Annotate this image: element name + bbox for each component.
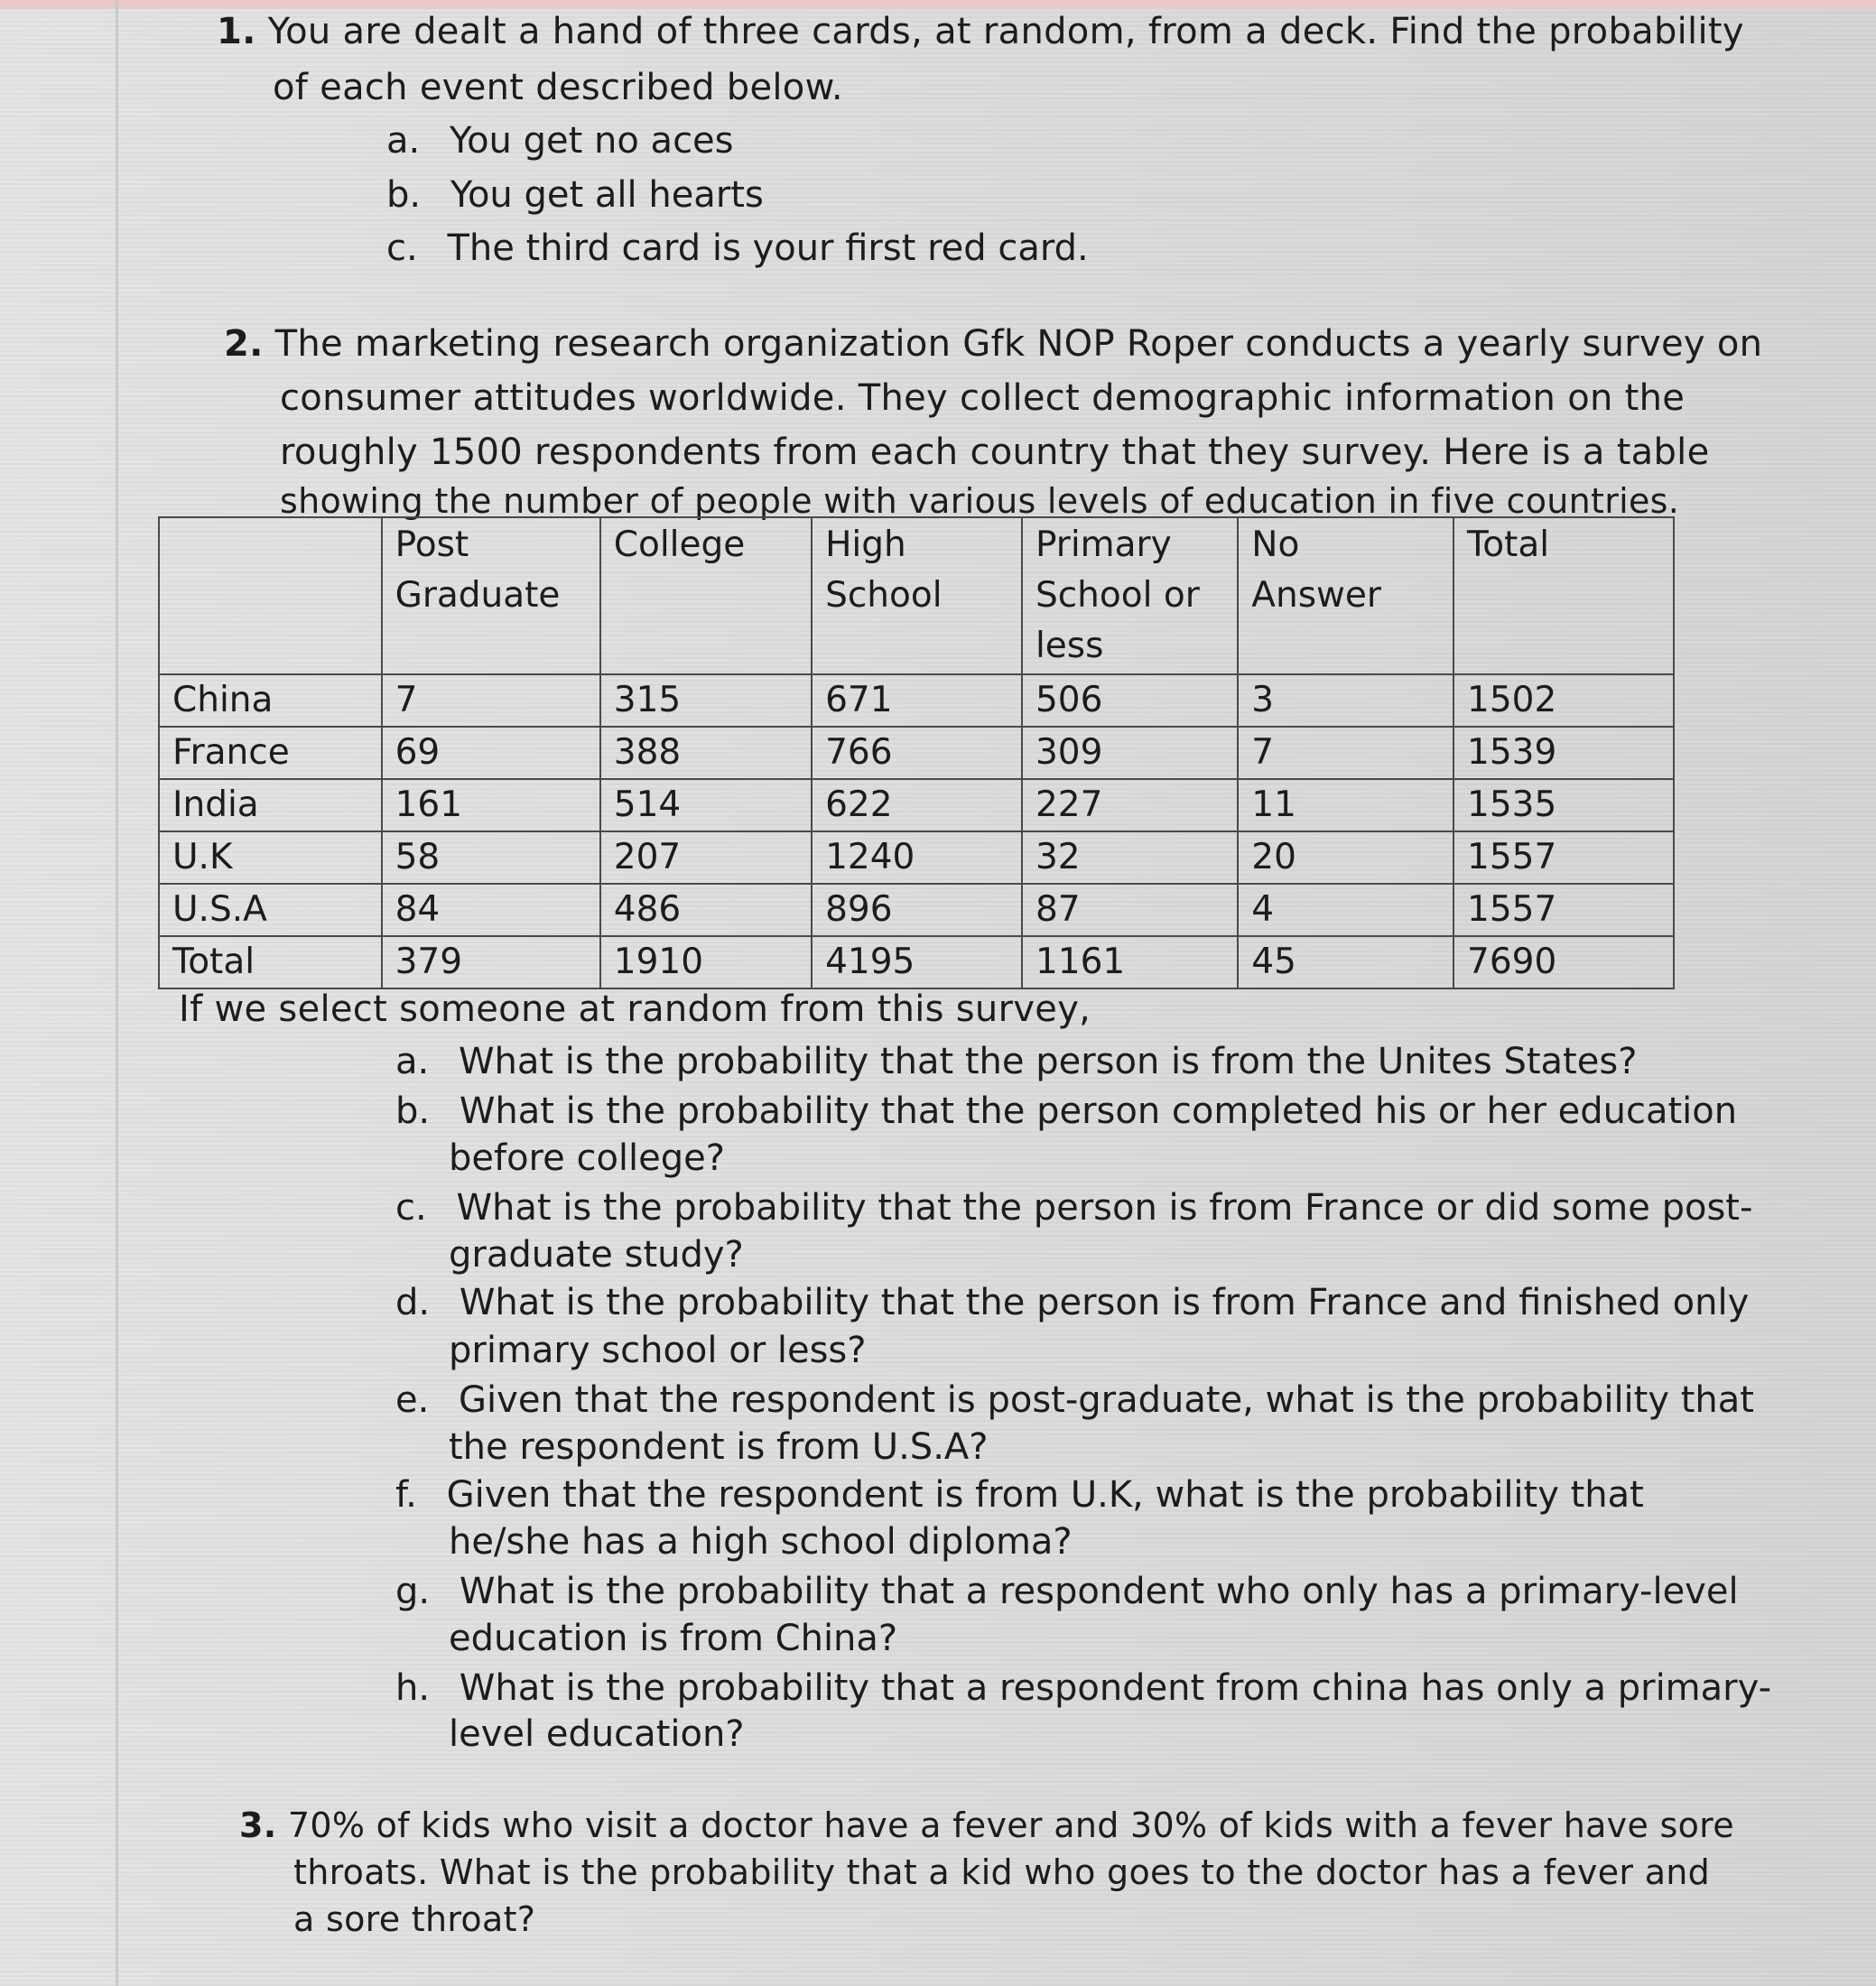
cell-total: 1539: [1453, 727, 1674, 779]
cell-primary-school: 87: [1022, 884, 1238, 936]
header-post-graduate: Post Graduate: [382, 517, 600, 674]
q2-part-h: [395, 1667, 1771, 1709]
cell-college: 388: [600, 727, 812, 779]
q1-text-1: You are dealt a hand of three cards, at random, from a deck. Find the probability: [267, 11, 1744, 52]
cell-high-school: 1240: [812, 831, 1022, 884]
q2-part-b-text-2: before college?: [449, 1137, 725, 1179]
q1-part-b-text: You get all hearts: [450, 174, 764, 216]
q2-part-d-label: d.: [395, 1282, 431, 1323]
cell-total: 7690: [1453, 936, 1674, 988]
cell-college: 315: [600, 674, 812, 727]
q1-line-1: [217, 11, 1744, 52]
q1-part-b-label: b.: [386, 174, 422, 216]
q3-line-3: a sore throat?: [293, 1899, 536, 1939]
cell-country: China: [159, 674, 382, 727]
table-row: [159, 779, 1674, 831]
q2-part-a-label: a.: [395, 1041, 430, 1082]
q2-part-c-label: c.: [395, 1187, 427, 1229]
cell-country: Total: [159, 936, 382, 988]
cell-post-graduate: 161: [382, 779, 600, 831]
cell-post-graduate: 84: [382, 884, 600, 936]
q2-part-g-text-2: education is from China?: [449, 1618, 898, 1659]
q2-part-f: [395, 1474, 1644, 1516]
cell-post-graduate: 69: [382, 727, 600, 779]
q2-part-g: [395, 1571, 1739, 1612]
header-primary-school: Primary School or less: [1022, 517, 1238, 674]
q2-part-h-text-1: What is the probability that a respondent from china has only a primary-: [459, 1667, 1771, 1709]
q1-part-c-text: The third card is your first red card.: [447, 227, 1089, 269]
table-header-row: [159, 517, 1674, 674]
table-row: [159, 831, 1674, 884]
q2-part-h-text-2: level education?: [449, 1713, 745, 1755]
q2-part-e-text-2: the respondent is from U.S.A?: [449, 1426, 989, 1468]
header-country: [159, 517, 382, 674]
q2-part-g-label: g.: [395, 1571, 431, 1612]
margin-line: [116, 0, 118, 1986]
cell-primary-school: 506: [1022, 674, 1238, 727]
q2-part-c-text-2: graduate study?: [449, 1234, 744, 1276]
cell-post-graduate: 7: [382, 674, 600, 727]
cell-no-answer: 11: [1238, 779, 1453, 831]
q1-part-a-label: a.: [386, 120, 421, 162]
cell-country: India: [159, 779, 382, 831]
q2-part-c: [395, 1187, 1752, 1229]
top-edge-band: [0, 0, 1876, 9]
cell-no-answer: 45: [1238, 936, 1453, 988]
q2-text-1: The marketing research organization Gfk NOP Roper conducts a yearly survey on: [274, 323, 1763, 365]
q2-part-b: [395, 1090, 1737, 1132]
cell-college: 207: [600, 831, 812, 884]
q2-line-1: [224, 323, 1762, 365]
cell-college: 486: [600, 884, 812, 936]
header-no-answer: No Answer: [1238, 517, 1453, 674]
cell-college: 514: [600, 779, 812, 831]
q2-part-b-label: b.: [395, 1090, 431, 1132]
q3-number: 3.: [239, 1805, 277, 1845]
cell-total: 1557: [1453, 831, 1674, 884]
q2-part-e-text-1: Given that the respondent is post-graduate, what is the probability that: [459, 1379, 1754, 1421]
cell-no-answer: 4: [1238, 884, 1453, 936]
cell-total: 1535: [1453, 779, 1674, 831]
q3-line-1: [239, 1805, 1734, 1845]
q2-part-f-label: f.: [395, 1474, 417, 1516]
q1-number: 1.: [217, 11, 256, 52]
q2-intro: If we select someone at random from this survey,: [179, 988, 1091, 1030]
q2-part-e-label: e.: [395, 1379, 430, 1421]
q2-part-g-text-1: What is the probability that a respondent who only has a primary-level: [459, 1571, 1739, 1612]
q2-line-2: consumer attitudes worldwide. They collect demographic information on the: [280, 377, 1686, 419]
q2-part-f-text-2: he/she has a high school diploma?: [449, 1521, 1073, 1563]
cell-high-school: 896: [812, 884, 1022, 936]
q1-part-a: [386, 120, 734, 162]
cell-country: U.S.A: [159, 884, 382, 936]
header-high-school: High School: [812, 517, 1022, 674]
cell-total: 1557: [1453, 884, 1674, 936]
q1-line-2: of each event described below.: [273, 67, 843, 108]
q1-part-c: [386, 227, 1089, 269]
cell-high-school: 622: [812, 779, 1022, 831]
q2-part-c-text-1: What is the probability that the person is from France or did some post-: [456, 1187, 1753, 1229]
q2-number: 2.: [224, 323, 264, 365]
cell-post-graduate: 58: [382, 831, 600, 884]
cell-country: U.K: [159, 831, 382, 884]
q3-text-1: 70% of kids who visit a doctor have a fever and 30% of kids with a fever have sore: [287, 1805, 1734, 1845]
cell-high-school: 766: [812, 727, 1022, 779]
header-college: College: [600, 517, 812, 674]
q2-part-b-text-1: What is the probability that the person completed his or her education: [459, 1090, 1738, 1132]
table-row: [159, 727, 1674, 779]
q2-part-a-text: What is the probability that the person is from the Unites States?: [458, 1041, 1638, 1082]
q2-part-d-text-2: primary school or less?: [449, 1330, 867, 1371]
q2-part-a: [395, 1041, 1637, 1082]
cell-post-graduate: 379: [382, 936, 600, 988]
cell-total: 1502: [1453, 674, 1674, 727]
header-total: Total: [1453, 517, 1674, 674]
table-row: [159, 884, 1674, 936]
q2-part-h-label: h.: [395, 1667, 431, 1709]
q2-line-4: showing the number of people with various levels of education in five countries.: [280, 481, 1680, 521]
cell-primary-school: 32: [1022, 831, 1238, 884]
cell-primary-school: 1161: [1022, 936, 1238, 988]
cell-high-school: 671: [812, 674, 1022, 727]
cell-high-school: 4195: [812, 936, 1022, 988]
q2-part-d: [395, 1282, 1749, 1323]
cell-primary-school: 227: [1022, 779, 1238, 831]
cell-college: 1910: [600, 936, 812, 988]
cell-no-answer: 3: [1238, 674, 1453, 727]
cell-primary-school: 309: [1022, 727, 1238, 779]
q2-part-d-text-1: What is the probability that the person is from France and finished only: [459, 1282, 1750, 1323]
q1-part-c-label: c.: [386, 227, 418, 269]
q2-part-f-text-1: Given that the respondent is from U.K, what is the probability that: [446, 1474, 1644, 1516]
cell-no-answer: 20: [1238, 831, 1453, 884]
cell-no-answer: 7: [1238, 727, 1453, 779]
q1-part-b: [386, 174, 764, 216]
q3-line-2: throats. What is the probability that a kid who goes to the doctor has a fever and: [293, 1852, 1711, 1892]
table-row: [159, 674, 1674, 727]
q2-part-e: [395, 1379, 1754, 1421]
cell-country: France: [159, 727, 382, 779]
q1-part-a-text: You get no aces: [449, 120, 734, 162]
table-row-total: [159, 936, 1674, 988]
q2-line-3: roughly 1500 respondents from each country that they survey. Here is a table: [280, 432, 1710, 473]
education-table: [158, 516, 1675, 989]
